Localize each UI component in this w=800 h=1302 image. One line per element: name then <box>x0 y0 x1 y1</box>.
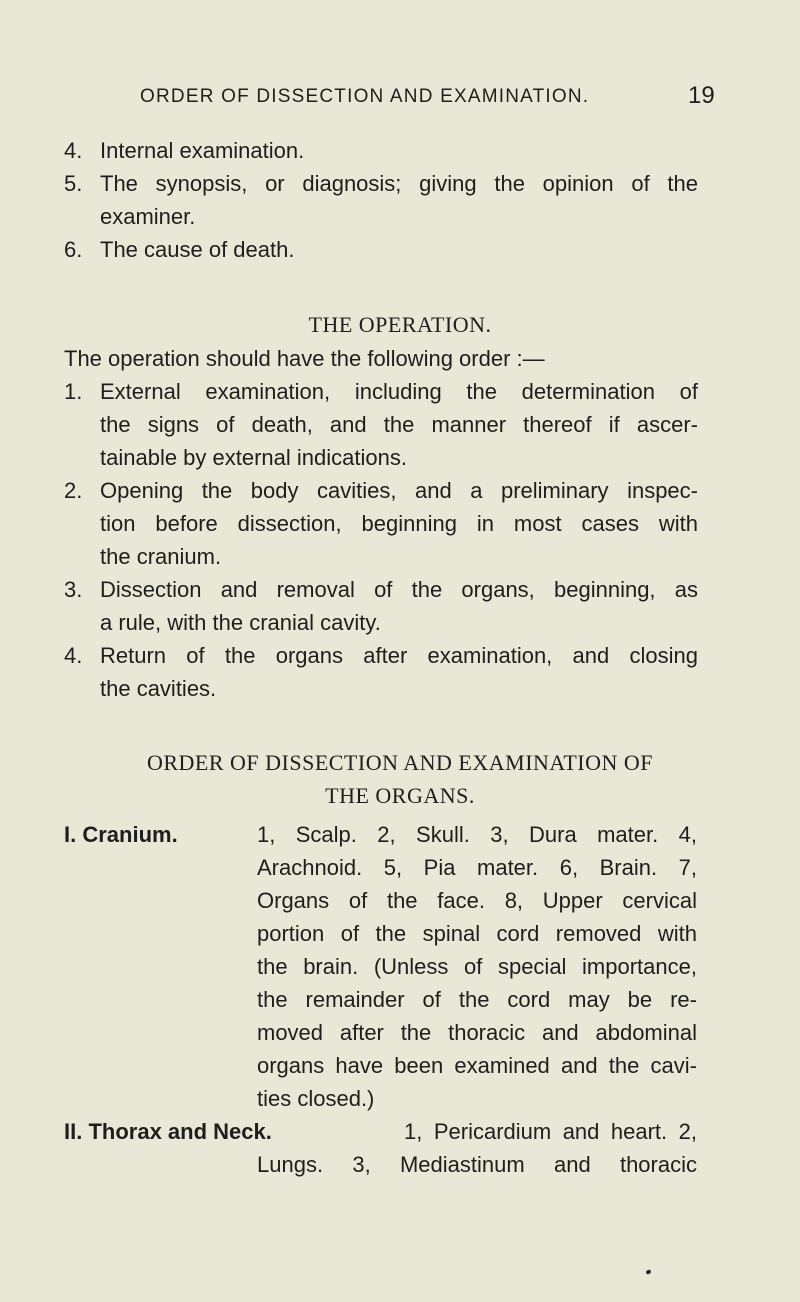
step-number: 4. <box>64 643 83 668</box>
list-item-text: The cause of death. <box>100 237 295 262</box>
list-item-text: The synopsis, or diagnosis; giving the opinion of the <box>100 171 698 196</box>
step-number: 2. <box>64 478 83 503</box>
step-text: tion before dissection, beginning in most cases with <box>100 511 698 536</box>
organ-section-name: Thorax and Neck. <box>88 1119 272 1144</box>
organ-section-label <box>64 1119 272 1145</box>
step-text: Dissection and removal of the organs, beginning, as <box>100 577 698 602</box>
organ-section-text: portion of the spinal cord removed with <box>257 921 697 946</box>
organ-section-label <box>64 822 178 848</box>
organ-section-text: 1, Scalp. 2, Skull. 3, Dura mater. 4, <box>257 822 697 847</box>
organ-section-text: the remainder of the cord may be re- <box>257 987 697 1012</box>
organ-section-text: ties closed.) <box>257 1086 375 1111</box>
step-text: Opening the body cavities, and a preliminary inspec- <box>100 478 698 503</box>
organ-section-text: 1, Pericardium and heart. 2, <box>404 1119 697 1144</box>
operation-intro: The operation should have the following order :— <box>64 346 545 371</box>
organ-section-text: moved after the thoracic and abdominal <box>257 1020 697 1045</box>
paper-speck <box>645 1269 651 1275</box>
list-item-number: 6. <box>64 237 83 262</box>
step-text: the signs of death, and the manner thereof if ascer- <box>100 412 698 437</box>
step-text: a rule, with the cranial cavity. <box>100 610 381 635</box>
list-item-number: 5. <box>64 171 83 196</box>
step-number: 3. <box>64 577 83 602</box>
step-text: Return of the organs after examination, and closing <box>100 643 698 668</box>
section-heading-operation: THE OPERATION. <box>308 312 492 337</box>
section-heading-organs-line1: ORDER OF DISSECTION AND EXAMINATION OF <box>146 750 654 775</box>
list-item-text: Internal examination. <box>100 138 305 163</box>
running-title: ORDER OF DISSECTION AND EXAMINATION. <box>140 86 590 107</box>
organ-section-text: Lungs. 3, Mediastinum and thoracic <box>257 1152 697 1177</box>
step-text: the cavities. <box>100 676 217 701</box>
page-number: 19 <box>688 82 715 109</box>
organ-section-text: organs have been examined and the cavi- <box>257 1053 697 1078</box>
section-heading-organs-line2: THE ORGANS. <box>325 783 475 808</box>
organ-section-numeral: II. <box>64 1119 83 1144</box>
organ-section-text: Organs of the face. 8, Upper cervical <box>257 888 697 913</box>
step-text: External examination, including the determination of <box>100 379 698 404</box>
step-text: tainable by external indications. <box>100 445 407 470</box>
organ-section-text: Arachnoid. 5, Pia mater. 6, Brain. 7, <box>257 855 697 880</box>
organ-section-numeral: I. <box>64 822 77 847</box>
list-item-text: examiner. <box>100 204 196 229</box>
organ-section-text: the brain. (Unless of special importance, <box>257 954 697 979</box>
step-text: the cranium. <box>100 544 222 569</box>
step-number: 1. <box>64 379 83 404</box>
organ-section-name: Cranium. <box>82 822 178 847</box>
list-item-number: 4. <box>64 138 83 163</box>
